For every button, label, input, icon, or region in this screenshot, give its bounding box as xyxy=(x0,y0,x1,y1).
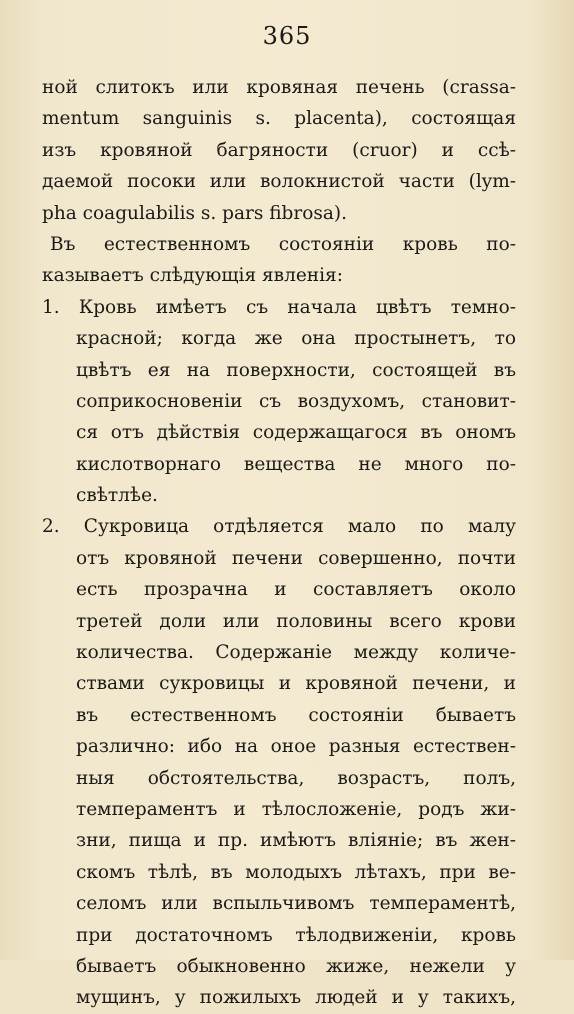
text-line: свѣтлѣе. xyxy=(76,485,158,507)
text-line: Въ естественномъ состояніи кровь по- xyxy=(50,233,516,255)
text-line: третей доли или половины всего крови xyxy=(76,610,516,632)
text-line: мущинъ, у пожилыхъ людей и у такихъ, xyxy=(76,987,516,1009)
text-line: различно: ибо на оное разныя естествен- xyxy=(76,736,516,758)
text-line: ныя обстоятельства, возрастъ, полъ, xyxy=(76,767,516,789)
text-line: красной; когда же она простынетъ, то xyxy=(76,328,516,350)
text-line: есть прозрачна и составляетъ около xyxy=(76,579,516,601)
text-line: ной слитокъ или кровяная печень (crassa- xyxy=(42,77,516,98)
text-line: 1. Кровь имѣетъ съ начала цвѣтъ темно- xyxy=(42,296,516,318)
text-line: темпераментъ и тѣлосложеніе, родъ жи- xyxy=(76,798,516,820)
text-line: количества. Содержаніе между количе- xyxy=(76,642,516,664)
text-line: зни, пища и пр. имѣютъ вліяніе; въ жен- xyxy=(76,830,516,852)
text-line: казываетъ слѣдующія явленія: xyxy=(42,265,343,287)
text-line: 2. Сукровица отдѣляется мало по малу xyxy=(42,516,516,538)
text-line: pha coagulabilis s. pars fibrosa). xyxy=(42,202,347,224)
text-line: въ естественномъ состояніи бываетъ xyxy=(76,704,516,726)
page-number: 365 xyxy=(262,22,312,50)
text-line: изъ кровяной багряности (cruor) и ссѣ- xyxy=(42,139,516,161)
text-line: соприкосновеніи съ воздухомъ, становит- xyxy=(76,390,516,412)
text-line: ствами сукровицы и кровяной печени, и xyxy=(76,673,516,695)
text-line: mentum sanguinis s. placenta), состоящая xyxy=(42,108,516,130)
text-line: даемой посоки или волокнистой части (lym- xyxy=(42,171,516,193)
text-line: при достаточномъ тѣлодвиженіи, кровь xyxy=(76,924,516,946)
text-line: селомъ или вспыльчивомъ темпераментѣ, xyxy=(76,893,516,915)
text-line: цвѣтъ ея на поверхности, состоящей въ xyxy=(76,359,516,381)
text-line: скомъ тѣлѣ, въ молодыхъ лѣтахъ, при ве- xyxy=(76,861,516,883)
text-line: ся отъ дѣйствія содержащагося въ ономъ xyxy=(76,422,516,444)
text-line: бываетъ обыкновенно жиже, нежели у xyxy=(76,955,516,977)
text-line: кислотворнаго вещества не много по- xyxy=(76,453,516,475)
body-text xyxy=(42,72,516,1014)
text-line: отъ кровяной печени совершенно, почти xyxy=(76,547,516,569)
